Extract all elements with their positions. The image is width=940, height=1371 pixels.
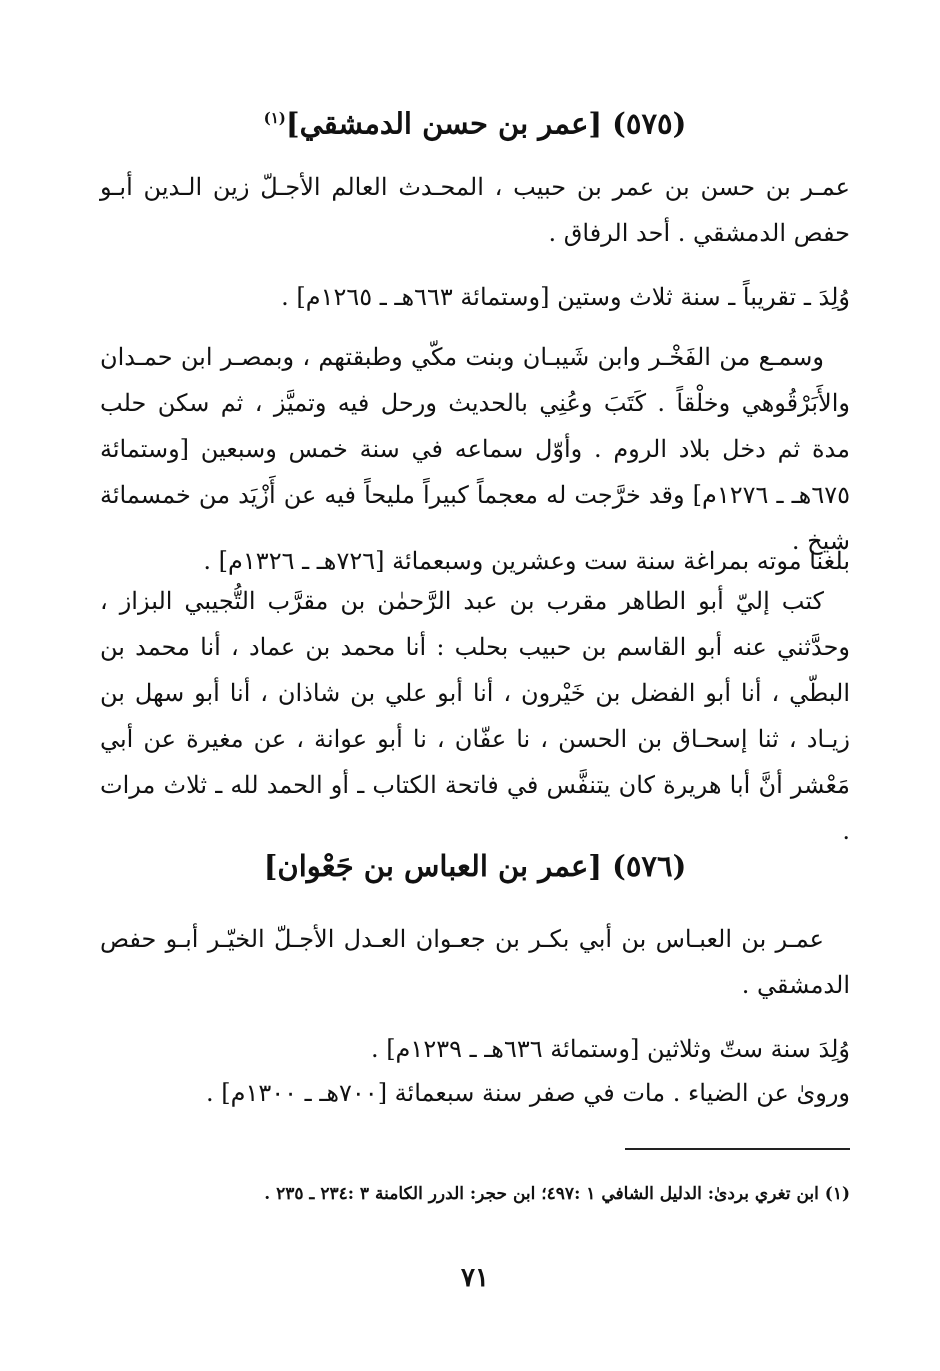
entry-576-intro: عمـر بن العبـاس بن أبي بكـر بن جعـوان العـدل الأجـلّ الخيّـر أبـو حفص الدمشقي . (100, 925, 850, 999)
entry-575-birth: وُلِدَ ـ تقريباً ـ سنة ثلاث وستين [وستمائة ٦٦٣هـ ـ ١٢٦٥م] . (281, 283, 850, 311)
entry-576-birth: وُلِدَ سنة ستّ وثلاثين [وستمائة ٦٣٦هـ ـ ١٢٣٩م] . (370, 1035, 850, 1063)
entry-575-study: وسمـع من الفَخْـر وابن شَيبـان وبنت مكّي وطبقتهم ، وبمصـر ابن حمـدان والأَبَرْقُوهي وخلْقاً . كَتَبَ وعُنِي بالحديث ورحل فيه وتميَّز ، ثم سكن حلب مدة ثم دخل بلاد الروم . وأوّل سماعه في سنة خمس وسبعين [وستمائة ٦٧٥هـ ـ ١٢٧٦م] وقد خرَّجت له معجماً كبيراً مليحاً فيه عن أَزْيَد من خمسمائة شيخ . (100, 343, 850, 555)
page-number: ٧١ (461, 1263, 489, 1293)
entry-575-heading (100, 98, 850, 144)
footnote: (١) ابن تغري بردىٰ: الدليل الشافي ١ :٤٩٧؛ ابن حجر: الدرر الكامنة ٣ :٢٣٤ ـ ٢٣٥ . (264, 1184, 850, 1204)
entry-575-title: (٥٧٥) [عمر بن حسن الدمشقي] (285, 106, 687, 141)
entry-575-intro: عمـر بن حسن بن عمر بن حبيب ، المحـدث العالم الأجـلّ زين الـدين أبـو حفص الدمشقي . أحد الرفاق . (100, 173, 850, 247)
entry-576-death: وروىٰ عن الضياء . مات في صفر سنة سبعمائة [٧٠٠هـ ـ ١٣٠٠م] . (205, 1079, 850, 1107)
entry-575-death: بلغنا موته بمراغة سنة ست وعشرين وسبعمائة [٧٢٦هـ ـ ١٣٢٦م] . (203, 547, 850, 575)
footnote-divider (625, 1148, 850, 1150)
footnote-reference: (١) (263, 109, 286, 127)
entry-576-heading: (٥٧٦) [عمر بن العباس بن جَعْوان] (263, 849, 687, 883)
entry-575-hadith: كتب إليّ أبو الطاهر مقرب بن عبد الرَّحمٰن بن مقرَّب التُّجيبي البزاز ، وحدَّثني عنه أبو القاسم بن حبيب بحلب : أنا محمد بن عماد ، أنا محمد بن البطّي ، أنا أبو الفضل بن خَيْرون ، أنا أبو علي بن شاذان ، أنا أبو سهل بن زيـاد ، ثنا إسحـاق بن الحسن ، نا عفّان ، نا أبو عوانة ، عن مغيرة عن أبي مَعْشر أنَّ أبا هريرة كان يتنفَّس في فاتحة الكتاب ـ أو الحمد لله ـ ثلاث مرات . (100, 587, 850, 845)
